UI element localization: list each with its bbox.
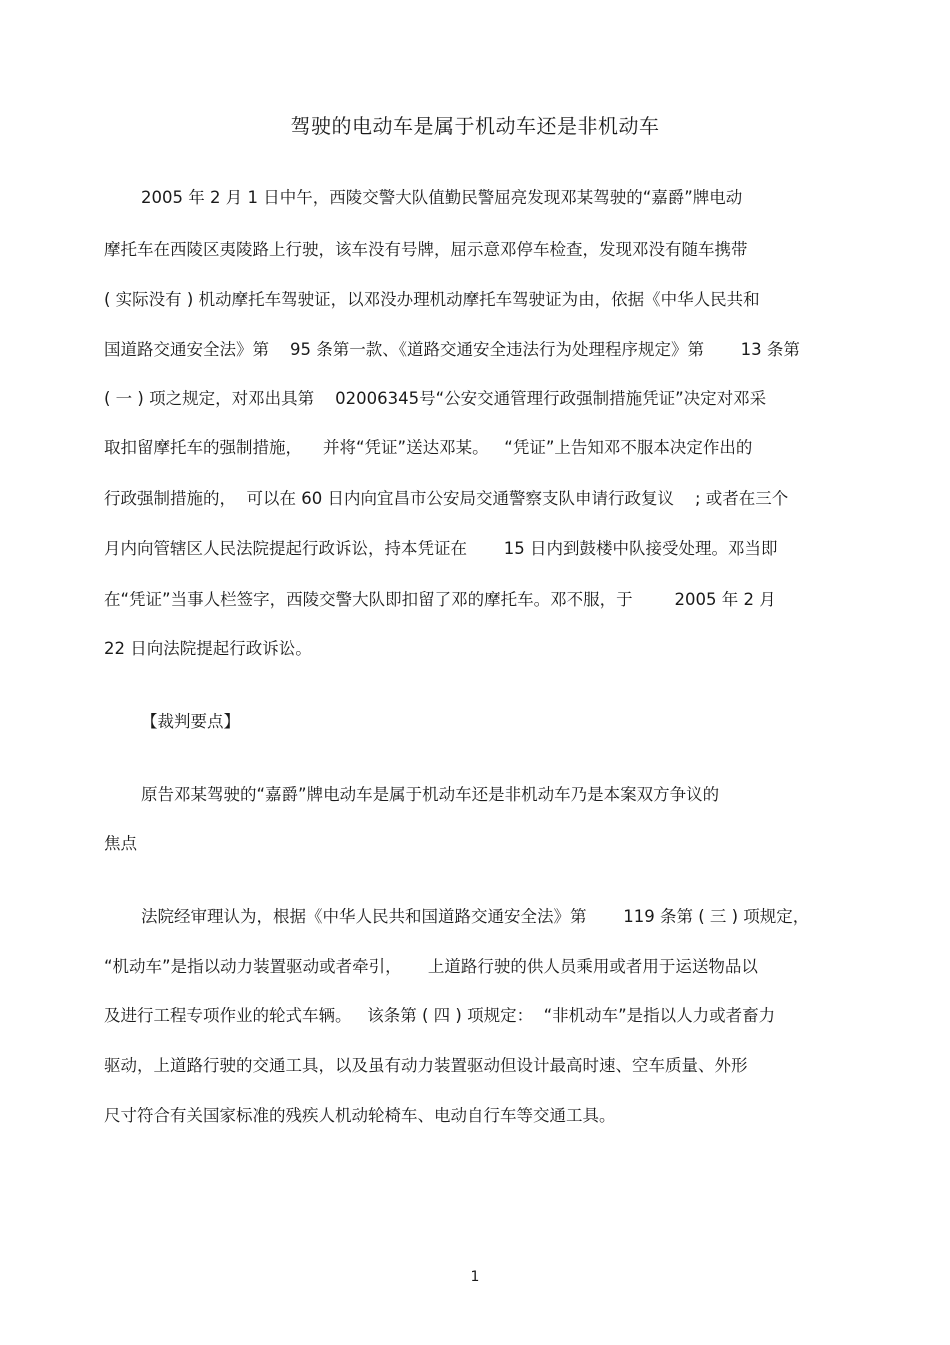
paragraph-3-line: 法院经审理认为，根据《中华人民共和国道路交通安全法》第 119 条第 ( 三 ) 项规定， bbox=[141, 907, 810, 926]
paragraph-3-line: 尺寸符合有关国家标准的残疾人机动轮椅车、电动自行车等交通工具。 bbox=[104, 1106, 616, 1125]
paragraph-1-line: 取扣留摩托车的强制措施， 并将“凭证”送达邓某。 “凭证”上告知邓不服本决定作出的 bbox=[104, 438, 753, 457]
paragraph-3-line: 及进行工程专项作业的轮式车辆。 该条第 ( 四 ) 项规定： “非机动车”是指以人力或者畜力 bbox=[104, 1006, 776, 1025]
paragraph-3-line: 驱动，上道路行驶的交通工具，以及虽有动力装置驱动但设计最高时速、空车质量、外形 bbox=[104, 1056, 748, 1075]
paragraph-1-line: ( 一 ) 项之规定，对邓出具第 02006345号“公安交通管理行政强制措施凭证”决定对邓采 bbox=[104, 389, 767, 408]
paragraph-1-line: 行政强制措施的， 可以在 60 日内向宜昌市公安局交通警察支队申请行政复议 ; 或者在三个 bbox=[104, 489, 789, 508]
document-title: 驾驶的电动车是属于机动车还是非机动车 bbox=[290, 114, 660, 138]
paragraph-1-line: 摩托车在西陵区夷陵路上行驶，该车没有号牌，屈示意邓停车检查，发现邓没有随车携带 bbox=[104, 240, 748, 259]
section-heading: 【裁判要点】 bbox=[141, 712, 240, 731]
paragraph-1-line: 2005 年 2 月 1 日中午，西陵交警大队值勤民警屈亮发现邓某驾驶的“嘉爵”牌电动 bbox=[141, 188, 743, 207]
paragraph-3-line: “机动车”是指以动力装置驱动或者牵引， 上道路行驶的供人员乘用或者用于运送物品以 bbox=[104, 957, 758, 976]
paragraph-1-line: 国道路交通安全法》第 95 条第一款、《道路交通安全违法行为处理程序规定》第 13 条第 bbox=[104, 340, 800, 359]
page-number: 1 bbox=[470, 1269, 480, 1285]
paragraph-2-line: 焦点 bbox=[104, 834, 137, 853]
paragraph-1-line: 22 日向法院提起行政诉讼。 bbox=[104, 639, 312, 658]
paragraph-1-line: 在“凭证”当事人栏签字，西陵交警大队即扣留了邓的摩托车。邓不服，于 2005 年 2 月 bbox=[104, 590, 776, 609]
paragraph-2-line: 原告邓某驾驶的“嘉爵”牌电动车是属于机动车还是非机动车乃是本案双方争议的 bbox=[141, 785, 720, 804]
paragraph-1-line: ( 实际没有 ) 机动摩托车驾驶证，以邓没办理机动摩托车驾驶证为由，依据《中华人民共和 bbox=[104, 290, 760, 309]
paragraph-1-line: 月内向管辖区人民法院提起行政诉讼，持本凭证在 15 日内到鼓楼中队接受处理。邓当即 bbox=[104, 539, 778, 558]
